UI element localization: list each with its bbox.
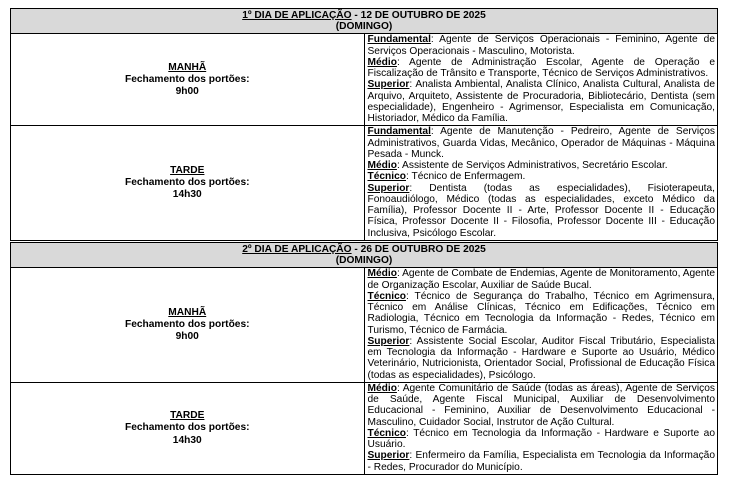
level-name: Superior [367,450,410,462]
level-entry: Médio: Assistente de Serviços Administrativos, Secretário Escolar. [367,160,668,172]
day-1-header [11,9,718,34]
day-2-title: 2º DIA DE APLICAÇÃO [242,244,352,255]
level-positions: Assistente de Serviços Administrativos, Secretário Escolar. [399,160,668,172]
gate-closing-time: 9h00 [175,86,199,97]
level-name: Técnico [367,427,406,439]
level-positions: Agente de Combate de Endemias, Agente de Monitoramento, Agente de Organização Escolar, Auxiliar de Saúde Bucal. [367,268,715,291]
gate-closing-label: Fechamento dos portões: [124,177,250,189]
level-name: Fundamental [367,126,431,138]
level-positions: Agente de Manutenção - Pedreiro, Agente de Serviços Administrativos, Guarda Vidas, Mecânico, Operador de Máquinas - Máquina Pesada - Munck. [367,126,715,160]
level-entry: Médio: Agente de Administração Escolar, Agente de Operação e Fiscalização de Trânsito e Transporte, Técnico de Serviços Administrativos. [367,56,715,80]
level-positions: Enfermeiro da Família, Especialista em Tecnologia da Informação - Redes, Procurador do Município. [367,450,715,473]
day-2-morning-row [11,268,718,383]
period-name: MANHÃ [168,61,207,73]
gate-closing-time: 14h30 [172,189,202,201]
period-name: TARDE [170,410,205,422]
level-positions: Agente Comunitário de Saúde (todas as áreas), Agente de Serviços de Saúde, Agente Fiscal Municipal, Auxiliar de Desenvolvimento Educacional - Feminino, Auxiliar de Desenvolvimento Educacional - Masculino, Cuidador Social, Instrutor de Ação Cultural. [367,382,715,428]
level-positions: Técnico em Tecnologia da Informação - Hardware e Suporte ao Usuário. [367,427,715,451]
day-2-afternoon-positions [364,382,718,474]
level-name: Médio [367,268,397,280]
level-positions: Agente de Serviços Operacionais - Feminino, Agente de Serviços Operacionais - Masculino, Motorista. [367,34,715,57]
period-name: MANHÃ [168,306,207,318]
level-entry: Técnico: Técnico em Tecnologia da Informação - Hardware e Suporte ao Usuário. [367,427,715,451]
day-1-header-row [11,9,718,34]
level-positions: Assistente Social Escolar, Auditor Fiscal Tributário, Especialista em Tecnologia da Informação - Hardware e Suporte ao Usuário, Médico Veterinário, Nutricionista, Orientador Social, Profissional de Educação Física (todas as especialidades), Psicólogo. [367,335,715,381]
level-positions: Dentista (todas as especialidades), Fisioterapeuta, Fonoaudiólogo, Médico (todas as especialidades, exceto Médico da Família), Professor Docente II - Arte, Professor Docente II - Educação Física, Professor Docente II - Filosofia, Professor Docente III - Educação Inclusiva, Psicólogo Escolar. [367,182,715,239]
level-entry: Técnico: Técnico de Enfermagem. [367,171,526,183]
level-entry: Superior: Analista Ambiental, Analista Clínico, Analista Cultural, Analista de Arquivo, Arquiteto, Assistente de Procuradoria, Bibliotecário, Dentista (sem especialidade), Engenheiro - Agrimensor, Especialista em Comunicação, Historiador, Médico da Família. [367,79,715,125]
level-name: Superior [367,79,410,91]
level-name: Superior [367,335,410,347]
day-2-afternoon-row [11,382,718,474]
day-1-weekday: (DOMINGO) [335,21,393,33]
day-1-date: - 12 DE OUTUBRO DE 2025 [351,10,486,21]
period-name: TARDE [170,164,205,176]
day-1-morning-period [11,34,365,126]
level-entry: Fundamental: Agente de Manutenção - Pedreiro, Agente de Serviços Administrativos, Guarda Vidas, Mecânico, Operador de Máquinas - Máquina Pesada - Munck. [367,126,715,160]
level-entry: Superior: Dentista (todas as especialidades), Fisioterapeuta, Fonoaudiólogo, Médico (todas as especialidades, exceto Médico da Família), Professor Docente II - Arte, Professor Docente II - Educação Física, Professor Docente II - Filosofia, Professor Docente III - Educação Inclusiva, Psicólogo Escolar. [367,182,715,239]
day-1-afternoon-row [11,126,718,241]
level-name: Técnico [367,290,406,302]
day-2-date: - 26 DE OUTUBRO DE 2025 [351,244,486,255]
day-2-morning-period [11,268,365,383]
level-name: Técnico [367,171,406,183]
level-name: Médio [367,382,397,394]
level-entry: Superior: Enfermeiro da Família, Especialista em Tecnologia da Informação - Redes, Procurador do Município. [367,450,715,473]
day-1-morning-positions [364,34,718,126]
level-name: Fundamental [367,34,431,46]
day-1-morning-row [11,34,718,126]
day-2-header-row [11,243,718,268]
day-2-schedule-table [10,242,718,475]
gate-closing-time: 9h00 [175,331,199,343]
day-2-morning-positions [364,268,718,383]
level-positions: Analista Ambiental, Analista Clínico, Analista Cultural, Analista de Arquivo, Arquiteto, Assistente de Procuradoria, Bibliotecário, Dentista (sem especialidade), Engenheiro - Agrimensor, Especialista em Comunicação, Historiador, Médico da Família. [367,79,715,125]
level-positions: Técnico de Segurança do Trabalho, Técnico em Agrimensura, Técnico em Análise Clínicas, Técnico em Edificações, Técnico em Radiologia, Técnico em Tecnologia da Informação - Redes, Técnico em Turismo, Técnico de Farmácia. [367,290,715,336]
gate-closing-label: Fechamento dos portões: [124,422,250,434]
level-name: Superior [367,182,410,194]
gate-closing-time: 14h30 [172,434,202,446]
gate-closing-label: Fechamento dos portões: [124,73,250,85]
day-2-afternoon-period [11,382,365,474]
day-1-afternoon-period [11,126,365,241]
level-entry: Médio: Agente de Combate de Endemias, Agente de Monitoramento, Agente de Organização Escolar, Auxiliar de Saúde Bucal. [367,268,715,291]
level-name: Médio [367,56,397,68]
level-positions: Agente de Administração Escolar, Agente de Operação e Fiscalização de Trânsito e Transporte, Técnico de Serviços Administrativos. [367,56,715,80]
level-entry: Fundamental: Agente de Serviços Operacionais - Feminino, Agente de Serviços Operacionais - Masculino, Motorista. [367,34,715,57]
gate-closing-label: Fechamento dos portões: [124,319,250,331]
day-2-header [11,243,718,268]
day-1-schedule-table [10,8,718,241]
level-entry: Médio: Agente Comunitário de Saúde (todas as áreas), Agente de Serviços de Saúde, Agente Fiscal Municipal, Auxiliar de Desenvolvimento Educacional - Feminino, Auxiliar de Desenvolvimento Educacional - Masculino, Cuidador Social, Instrutor de Ação Cultural. [367,382,715,428]
day-1-afternoon-positions [364,126,718,241]
day-1-title: 1º DIA DE APLICAÇÃO [242,10,352,21]
level-entry: Técnico: Técnico de Segurança do Trabalho, Técnico em Agrimensura, Técnico em Análise Clínicas, Técnico em Edificações, Técnico em Radiologia, Técnico em Tecnologia da Informação - Redes, Técnico em Turismo, Técnico de Farmácia. [367,290,715,336]
level-entry: Superior: Assistente Social Escolar, Auditor Fiscal Tributário, Especialista em Tecnologia da Informação - Hardware e Suporte ao Usuário, Médico Veterinário, Nutricionista, Orientador Social, Profissional de Educação Física (todas as especialidades), Psicólogo. [367,335,715,381]
level-positions: Técnico de Enfermagem. [408,171,526,183]
level-name: Médio [367,160,397,172]
day-2-weekday: (DOMINGO) [335,255,393,267]
